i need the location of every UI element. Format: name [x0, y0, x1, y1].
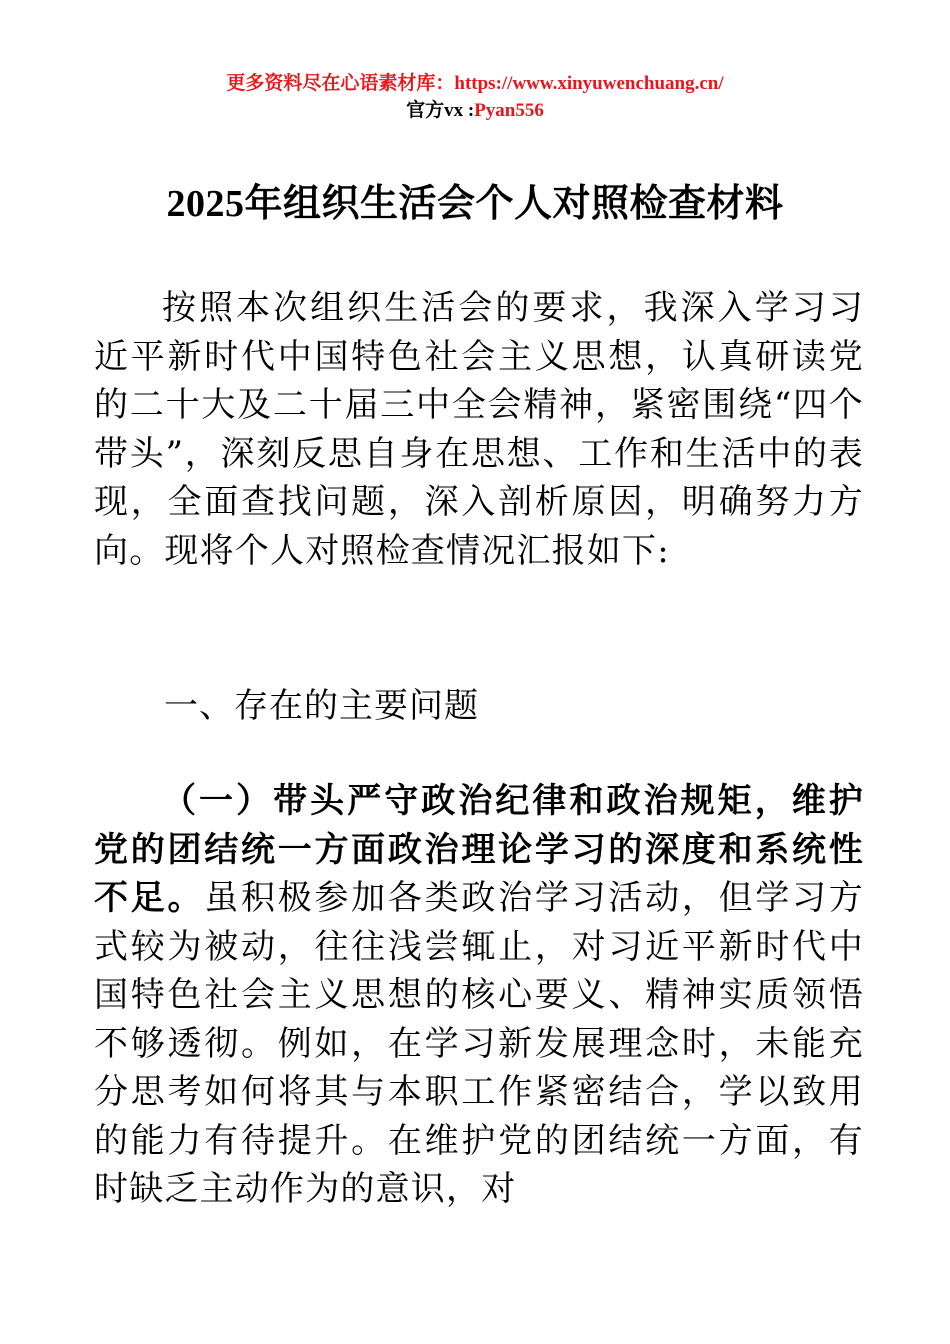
- header-line-1: [0, 70, 950, 97]
- header-promo-label: 更多资料尽在心语素材库：: [226, 73, 455, 94]
- problem-paragraph-1: [94, 777, 864, 1214]
- document-title: 2025年组织生活会个人对照检查材料: [166, 183, 784, 225]
- section-heading-1: 一、存在的主要问题: [164, 686, 479, 726]
- problem-1-body: 虽积极参加各类政治学习活动，但学习方式较为被动，往往浅尝辄止，对习近平新时代中国特色社会主义思想的核心要义、精神实质领悟不够透彻。例如，在学习新发展理念时，未能充分思考如何将其与本职工作紧密结合，学以致用的能力有待提升。在维护党的团结统一方面，有时缺乏主动作为的意识，对: [94, 878, 864, 1209]
- problem-1-lead: （一）带头严守政治纪律和政治规矩，维护党的团结统一方面政治理论学习的深度和系统性不足。: [94, 781, 864, 918]
- intro-paragraph: 按照本次组织生活会的要求，我深入学习习近平新时代中国特色社会主义思想，认真研读党的二十大及二十届三中全会精神，紧密围绕“四个带头”，深刻反思自身在思想、工作和生活中的表现，全面查找问题，深入剖析原因，明确努力方向。现将个人对照检查情况汇报如下:: [94, 288, 864, 571]
- header-contact-id: Pyan556: [474, 100, 544, 121]
- page-header: [0, 70, 950, 124]
- header-line-2: [0, 97, 950, 124]
- header-promo-url[interactable]: https://www.xinyuwenchuang.cn/: [454, 73, 724, 94]
- header-contact-label: 官方vx :: [406, 100, 475, 121]
